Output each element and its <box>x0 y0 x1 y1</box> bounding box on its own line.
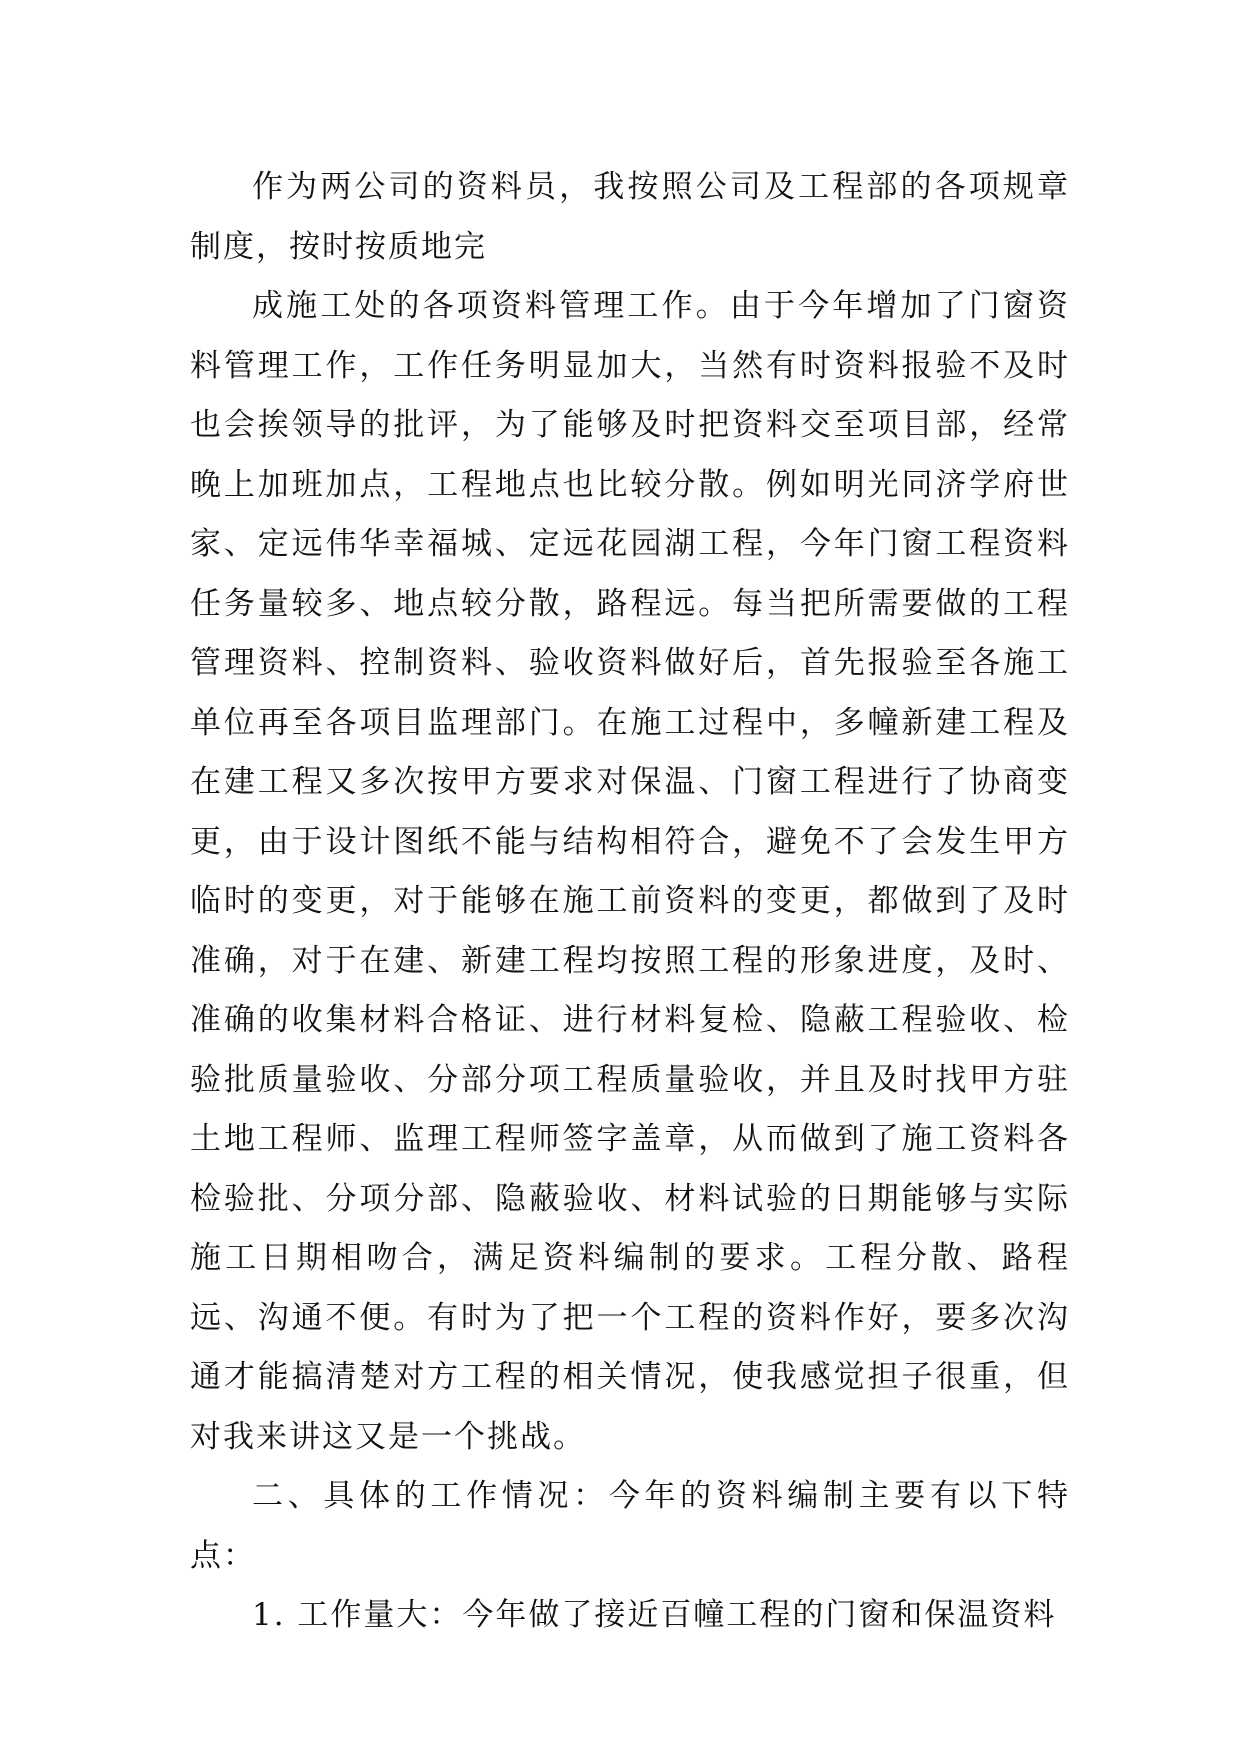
paragraph-1: 作为两公司的资料员，我按照公司及工程部的各项规章制度，按时按质地完 <box>190 169 1070 265</box>
paragraph-2: 成施工处的各项资料管理工作。由于今年增加了门窗资料管理工作，工作任务明显加大，当然有时资料报验不及时也会挨领导的批评，为了能够及时把资料交至项目部，经常晚上加班加点，工程地点也比较分散。例如明光同济学府世家、定远伟华幸福城、定远花园湖工程，今年门窗工程资料任务量较多、地点较分散，路程远。每当把所需要做的工程管理资料、控制资料、验收资料做好后，首先报验至各施工单位再至各项目监理部门。在施工过程中，多幢新建工程及在建工程又多次按甲方要求对保温、门窗工程进行了协商变更，由于设计图纸不能与结构相符合，避免不了会发生甲方临时的变更，对于能够在施工前资料的变更，都做到了及时准确，对于在建、新建工程均按照工程的形象进度，及时、准确的收集材料合格证、进行材料复检、隐蔽工程验收、检验批质量验收、分部分项工程质量验收，并且及时找甲方驻土地工程师、监理工程师签字盖章，从而做到了施工资料各检验批、分项分部、隐蔽验收、材料试验的日期能够与实际施工日期相吻合，满足资料编制的要求。工程分散、路程远、沟通不便。有时为了把一个工程的资料作好，要多次沟通才能搞清楚对方工程的相关情况，使我感觉担子很重，但对我来讲这又是一个挑战。 <box>190 288 1070 1455</box>
paragraph-3: 二、具体的工作情况：今年的资料编制主要有以下特点： <box>190 1478 1070 1574</box>
document-body <box>190 158 1070 1646</box>
paragraph-4: 1. 工作量大：今年做了接近百幢工程的门窗和保温资料 <box>252 1597 1057 1633</box>
